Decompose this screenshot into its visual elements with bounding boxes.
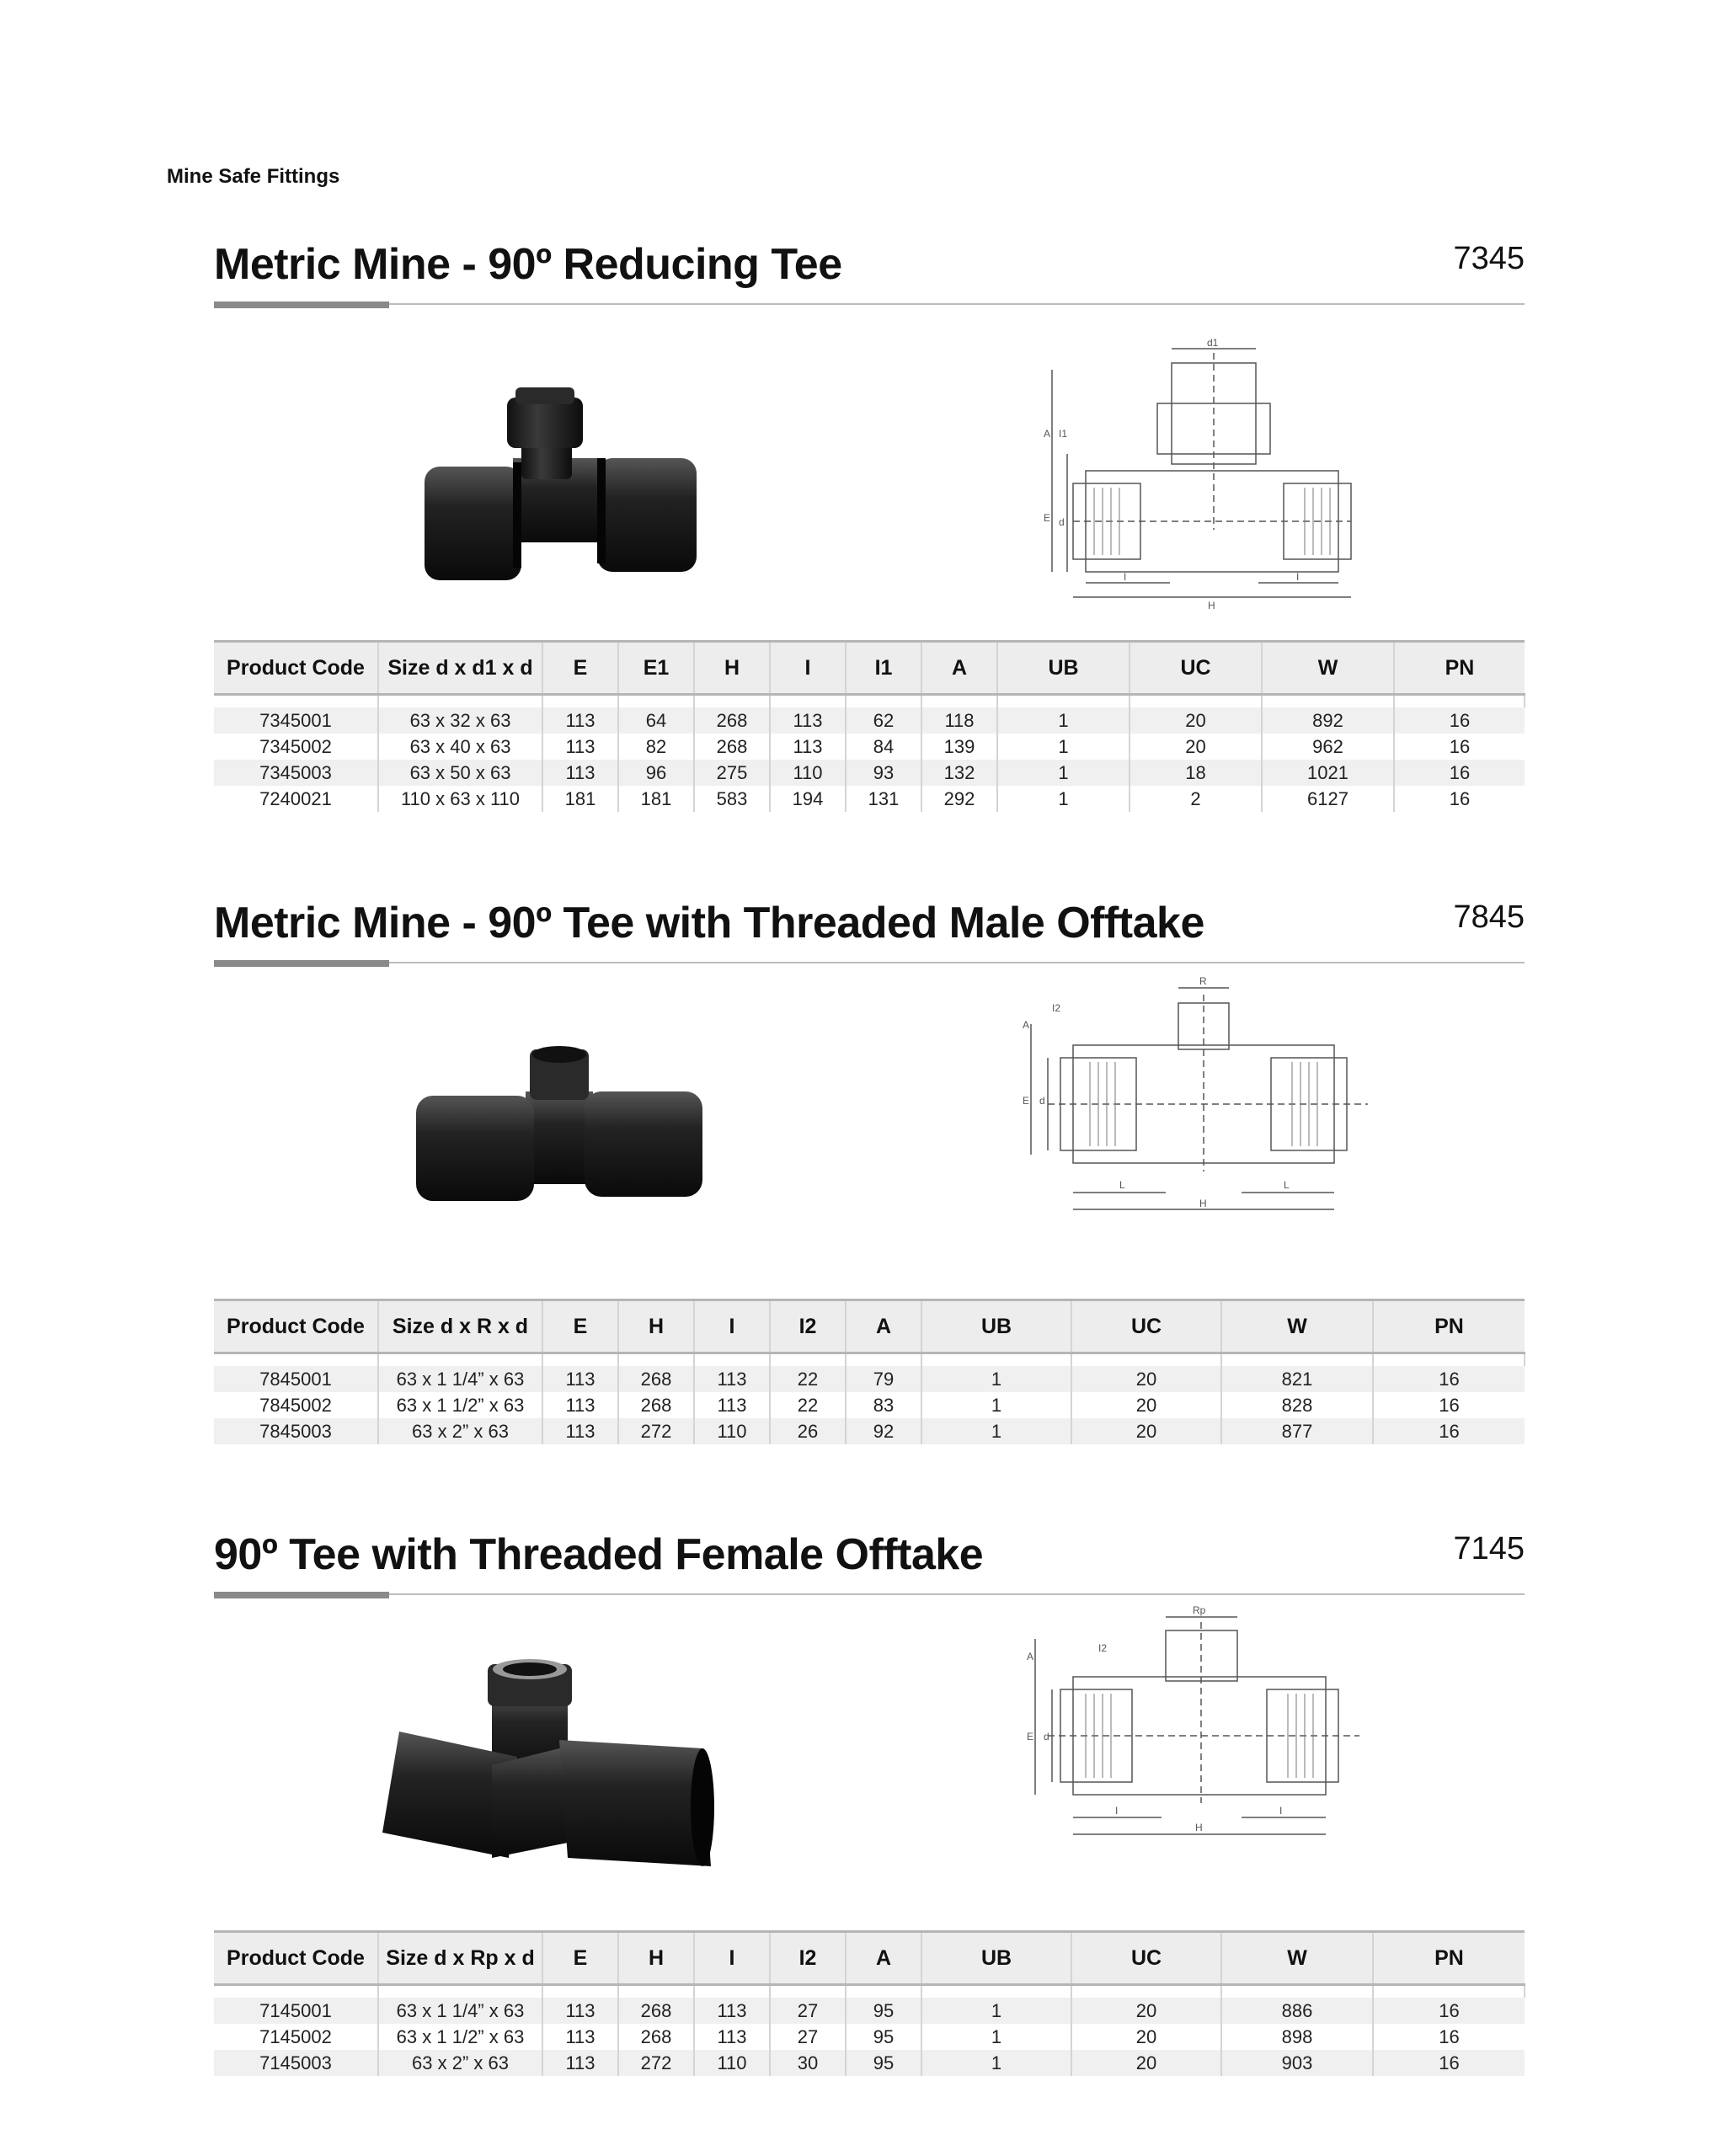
column-header: E xyxy=(542,642,618,695)
column-header: PN xyxy=(1434,1945,1464,1970)
table-cell: 113 xyxy=(542,1392,618,1418)
table-cell: 22 xyxy=(770,1392,846,1418)
table-cell: 7345002 xyxy=(214,734,378,760)
table-cell: 113 xyxy=(542,1418,618,1444)
table-cell: 181 xyxy=(542,786,618,812)
drawing-label: A xyxy=(1023,1019,1030,1031)
drawing-label: I2 xyxy=(1098,1642,1108,1654)
table-cell: 95 xyxy=(846,2024,921,2050)
drawing-label: E xyxy=(1027,1731,1034,1742)
table-cell: 113 xyxy=(770,707,846,734)
drawing-label: H xyxy=(1208,600,1215,611)
table-cell: 63 x 50 x 63 xyxy=(378,760,542,786)
column-header: H xyxy=(618,1300,694,1353)
table-cell: 83 xyxy=(846,1392,921,1418)
table-cell: 16 xyxy=(1373,2024,1525,2050)
table-cell: 181 xyxy=(618,786,694,812)
section-title: 90º Tee with Threaded Female Offtake xyxy=(214,1530,984,1579)
drawing-label: I xyxy=(1124,571,1127,583)
table-header-row xyxy=(214,1300,1525,1353)
table-cell: 110 xyxy=(770,760,846,786)
reducing-tee-drawing xyxy=(1035,337,1389,622)
column-header: UB xyxy=(921,1932,1071,1985)
table-cell: 84 xyxy=(846,734,921,760)
table-cell: 268 xyxy=(694,734,770,760)
table-cell: 1 xyxy=(921,1418,1071,1444)
table-cell: 96 xyxy=(618,760,694,786)
female-offtake-tee-photo xyxy=(366,1656,719,1892)
table-cell: 20 xyxy=(1071,1392,1221,1418)
table-cell: 27 xyxy=(770,1998,846,2024)
table-cell: 7145003 xyxy=(214,2050,378,2076)
table-cell: 113 xyxy=(694,1998,770,2024)
spec-table xyxy=(214,1299,1525,1444)
table-cell: 92 xyxy=(846,1418,921,1444)
column-header: W xyxy=(1221,1300,1373,1353)
table-cell: 272 xyxy=(618,2050,694,2076)
table-cell: 27 xyxy=(770,2024,846,2050)
table-cell: 113 xyxy=(694,1366,770,1392)
column-header: W xyxy=(1262,642,1394,695)
table-cell: 113 xyxy=(542,707,618,734)
drawing-label: Rp xyxy=(1193,1604,1206,1616)
table-cell: 821 xyxy=(1221,1366,1373,1392)
table-cell: 16 xyxy=(1373,2050,1525,2076)
table-cell: 892 xyxy=(1262,707,1394,734)
table-cell: 131 xyxy=(846,786,921,812)
table-cell: 886 xyxy=(1221,1998,1373,2024)
table-cell: 93 xyxy=(846,760,921,786)
page-header: Mine Safe Fittings xyxy=(167,165,340,188)
table-cell: 64 xyxy=(618,707,694,734)
section-divider-accent xyxy=(214,1592,389,1598)
column-header: A xyxy=(846,1932,921,1985)
drawing-label: A xyxy=(1044,428,1051,440)
table-cell: 113 xyxy=(542,734,618,760)
section-code: 7845 xyxy=(1453,899,1525,935)
table-cell: 268 xyxy=(618,1998,694,2024)
table-cell: 63 x 32 x 63 xyxy=(378,707,542,734)
table-cell: 16 xyxy=(1373,1366,1525,1392)
drawing-label: d xyxy=(1059,516,1065,528)
drawing-label: A xyxy=(1027,1651,1034,1662)
table-row xyxy=(214,760,1525,786)
column-header: I xyxy=(694,1932,770,1985)
table-header-row xyxy=(214,1932,1525,1985)
column-header: I2 xyxy=(770,1300,846,1353)
table-cell: 1 xyxy=(921,2024,1071,2050)
section-divider-accent xyxy=(214,302,389,308)
table-cell: 63 x 1 1/4” x 63 xyxy=(378,1998,542,2024)
section-code: 7145 xyxy=(1453,1531,1525,1566)
column-header: PN xyxy=(1434,1314,1464,1338)
table-cell: 110 xyxy=(694,2050,770,2076)
drawing-label: I xyxy=(1279,1805,1283,1817)
table-cell: 1 xyxy=(921,1392,1071,1418)
table-cell: 139 xyxy=(921,734,997,760)
table-cell: 828 xyxy=(1221,1392,1373,1418)
drawing-label: L xyxy=(1284,1179,1290,1191)
column-header: W xyxy=(1221,1932,1373,1985)
column-header: Size d x d1 x d xyxy=(378,642,542,695)
column-header: Product Code xyxy=(214,642,378,695)
table-cell: 7345001 xyxy=(214,707,378,734)
table-cell: 583 xyxy=(694,786,770,812)
table-cell: 20 xyxy=(1071,1366,1221,1392)
table-row xyxy=(214,786,1525,812)
column-header: I xyxy=(694,1300,770,1353)
column-header: I2 xyxy=(770,1932,846,1985)
column-header: E xyxy=(542,1932,618,1985)
table-cell: 2 xyxy=(1130,786,1262,812)
table-cell: 63 x 2” x 63 xyxy=(378,1418,542,1444)
table-cell: 7145001 xyxy=(214,1998,378,2024)
spec-table xyxy=(214,640,1525,812)
table-cell: 16 xyxy=(1394,734,1525,760)
table-cell: 20 xyxy=(1130,734,1262,760)
table-cell: 7345003 xyxy=(214,760,378,786)
table-row xyxy=(214,2024,1525,2050)
table-body xyxy=(214,1353,1525,1445)
table-cell: 82 xyxy=(618,734,694,760)
table-cell: 20 xyxy=(1071,1418,1221,1444)
column-header: Size d x R x d xyxy=(378,1300,542,1353)
drawing-label: I xyxy=(1296,571,1300,583)
column-header: A xyxy=(846,1300,921,1353)
table-body xyxy=(214,695,1525,813)
drawing-label: I2 xyxy=(1052,1002,1061,1014)
table-cell: 110 xyxy=(694,1418,770,1444)
table-cell: 118 xyxy=(921,707,997,734)
section-title: Metric Mine - 90º Reducing Tee xyxy=(214,240,842,289)
table-cell: 877 xyxy=(1221,1418,1373,1444)
table-cell: 63 x 1 1/2” x 63 xyxy=(378,2024,542,2050)
table-cell: 898 xyxy=(1221,2024,1373,2050)
table-cell: 63 x 1 1/4” x 63 xyxy=(378,1366,542,1392)
table-cell: 63 x 2” x 63 xyxy=(378,2050,542,2076)
drawing-label: H xyxy=(1199,1198,1207,1209)
table-row xyxy=(214,734,1525,760)
drawing-label: I1 xyxy=(1059,428,1068,440)
section-divider-accent xyxy=(214,960,389,967)
column-header: UB xyxy=(921,1300,1071,1353)
table-cell: 113 xyxy=(542,1998,618,2024)
column-header: I xyxy=(770,642,846,695)
table-cell: 7845003 xyxy=(214,1418,378,1444)
table-cell: 16 xyxy=(1394,760,1525,786)
table-cell: 903 xyxy=(1221,2050,1373,2076)
table-cell: 62 xyxy=(846,707,921,734)
table-cell: 962 xyxy=(1262,734,1394,760)
table-cell: 1 xyxy=(921,1366,1071,1392)
table-cell: 1021 xyxy=(1262,760,1394,786)
table-cell: 1 xyxy=(997,760,1130,786)
table-row xyxy=(214,707,1525,734)
table-cell: 113 xyxy=(694,2024,770,2050)
table-cell: 79 xyxy=(846,1366,921,1392)
table-body xyxy=(214,1985,1525,2077)
table-cell: 194 xyxy=(770,786,846,812)
section-title: Metric Mine - 90º Tee with Threaded Male Offtake xyxy=(214,899,1204,947)
table-cell: 16 xyxy=(1394,707,1525,734)
table-cell: 16 xyxy=(1373,1998,1525,2024)
table-cell: 7145002 xyxy=(214,2024,378,2050)
table-cell: 275 xyxy=(694,760,770,786)
column-header: UC xyxy=(1130,642,1262,695)
table-cell: 113 xyxy=(542,2024,618,2050)
drawing-label: R xyxy=(1199,975,1207,987)
table-cell: 7845002 xyxy=(214,1392,378,1418)
column-header: UC xyxy=(1071,1932,1221,1985)
section-divider xyxy=(214,303,1525,305)
table-cell: 113 xyxy=(770,734,846,760)
section-divider xyxy=(214,1593,1525,1595)
table-cell: 63 x 40 x 63 xyxy=(378,734,542,760)
table-cell: 113 xyxy=(694,1392,770,1418)
table-cell: 268 xyxy=(694,707,770,734)
table-row xyxy=(214,2050,1525,2076)
drawing-label: d xyxy=(1039,1095,1045,1107)
table-row xyxy=(214,1392,1525,1418)
table-cell: 1 xyxy=(997,734,1130,760)
table-cell: 95 xyxy=(846,1998,921,2024)
column-header: I1 xyxy=(846,642,921,695)
table-cell: 20 xyxy=(1071,2050,1221,2076)
drawing-label: d xyxy=(1044,1731,1049,1742)
table-row xyxy=(214,1366,1525,1392)
column-header: UB xyxy=(997,642,1130,695)
column-header: H xyxy=(694,642,770,695)
column-header: Size d x Rp x d xyxy=(378,1932,542,1985)
spec-table xyxy=(214,1930,1525,2076)
table-header-row xyxy=(214,642,1525,695)
table-cell: 16 xyxy=(1394,786,1525,812)
drawing-label: E xyxy=(1023,1095,1030,1107)
table-cell: 1 xyxy=(921,1998,1071,2024)
column-header: A xyxy=(921,642,997,695)
male-offtake-tee-photo xyxy=(408,1041,711,1218)
table-cell: 20 xyxy=(1130,707,1262,734)
column-header: UC xyxy=(1071,1300,1221,1353)
section-code: 7345 xyxy=(1453,241,1525,276)
table-cell: 132 xyxy=(921,760,997,786)
table-cell: 113 xyxy=(542,1366,618,1392)
table-cell: 113 xyxy=(542,2050,618,2076)
table-cell: 268 xyxy=(618,2024,694,2050)
table-cell: 95 xyxy=(846,2050,921,2076)
female-offtake-tee-drawing xyxy=(1023,1605,1410,1845)
reducing-tee-photo xyxy=(416,382,702,593)
table-cell: 1 xyxy=(921,2050,1071,2076)
table-cell: 272 xyxy=(618,1418,694,1444)
table-cell: 16 xyxy=(1373,1418,1525,1444)
table-cell: 1 xyxy=(997,786,1130,812)
column-header: E1 xyxy=(618,642,694,695)
table-cell: 268 xyxy=(618,1392,694,1418)
table-cell: 18 xyxy=(1130,760,1262,786)
column-header: E xyxy=(542,1300,618,1353)
table-cell: 6127 xyxy=(1262,786,1394,812)
table-row xyxy=(214,1998,1525,2024)
table-cell: 20 xyxy=(1071,2024,1221,2050)
table-cell: 30 xyxy=(770,2050,846,2076)
drawing-label: H xyxy=(1195,1822,1203,1833)
table-cell: 7240021 xyxy=(214,786,378,812)
table-cell: 268 xyxy=(618,1366,694,1392)
table-cell: 20 xyxy=(1071,1998,1221,2024)
table-cell: 22 xyxy=(770,1366,846,1392)
table-cell: 1 xyxy=(997,707,1130,734)
table-cell: 292 xyxy=(921,786,997,812)
column-header: Product Code xyxy=(214,1300,378,1353)
table-cell: 7845001 xyxy=(214,1366,378,1392)
column-header: PN xyxy=(1445,655,1475,680)
column-header: Product Code xyxy=(214,1932,378,1985)
table-cell: 110 x 63 x 110 xyxy=(378,786,542,812)
drawing-label: L xyxy=(1119,1179,1125,1191)
male-offtake-tee-drawing xyxy=(1014,975,1402,1218)
drawing-label: I xyxy=(1115,1805,1119,1817)
table-cell: 16 xyxy=(1373,1392,1525,1418)
column-header: H xyxy=(618,1932,694,1985)
table-cell: 113 xyxy=(542,760,618,786)
table-cell: 63 x 1 1/2” x 63 xyxy=(378,1392,542,1418)
drawing-label: d1 xyxy=(1207,337,1219,349)
drawing-label: E xyxy=(1044,512,1051,524)
table-row xyxy=(214,1418,1525,1444)
table-cell: 26 xyxy=(770,1418,846,1444)
section-divider xyxy=(214,962,1525,963)
